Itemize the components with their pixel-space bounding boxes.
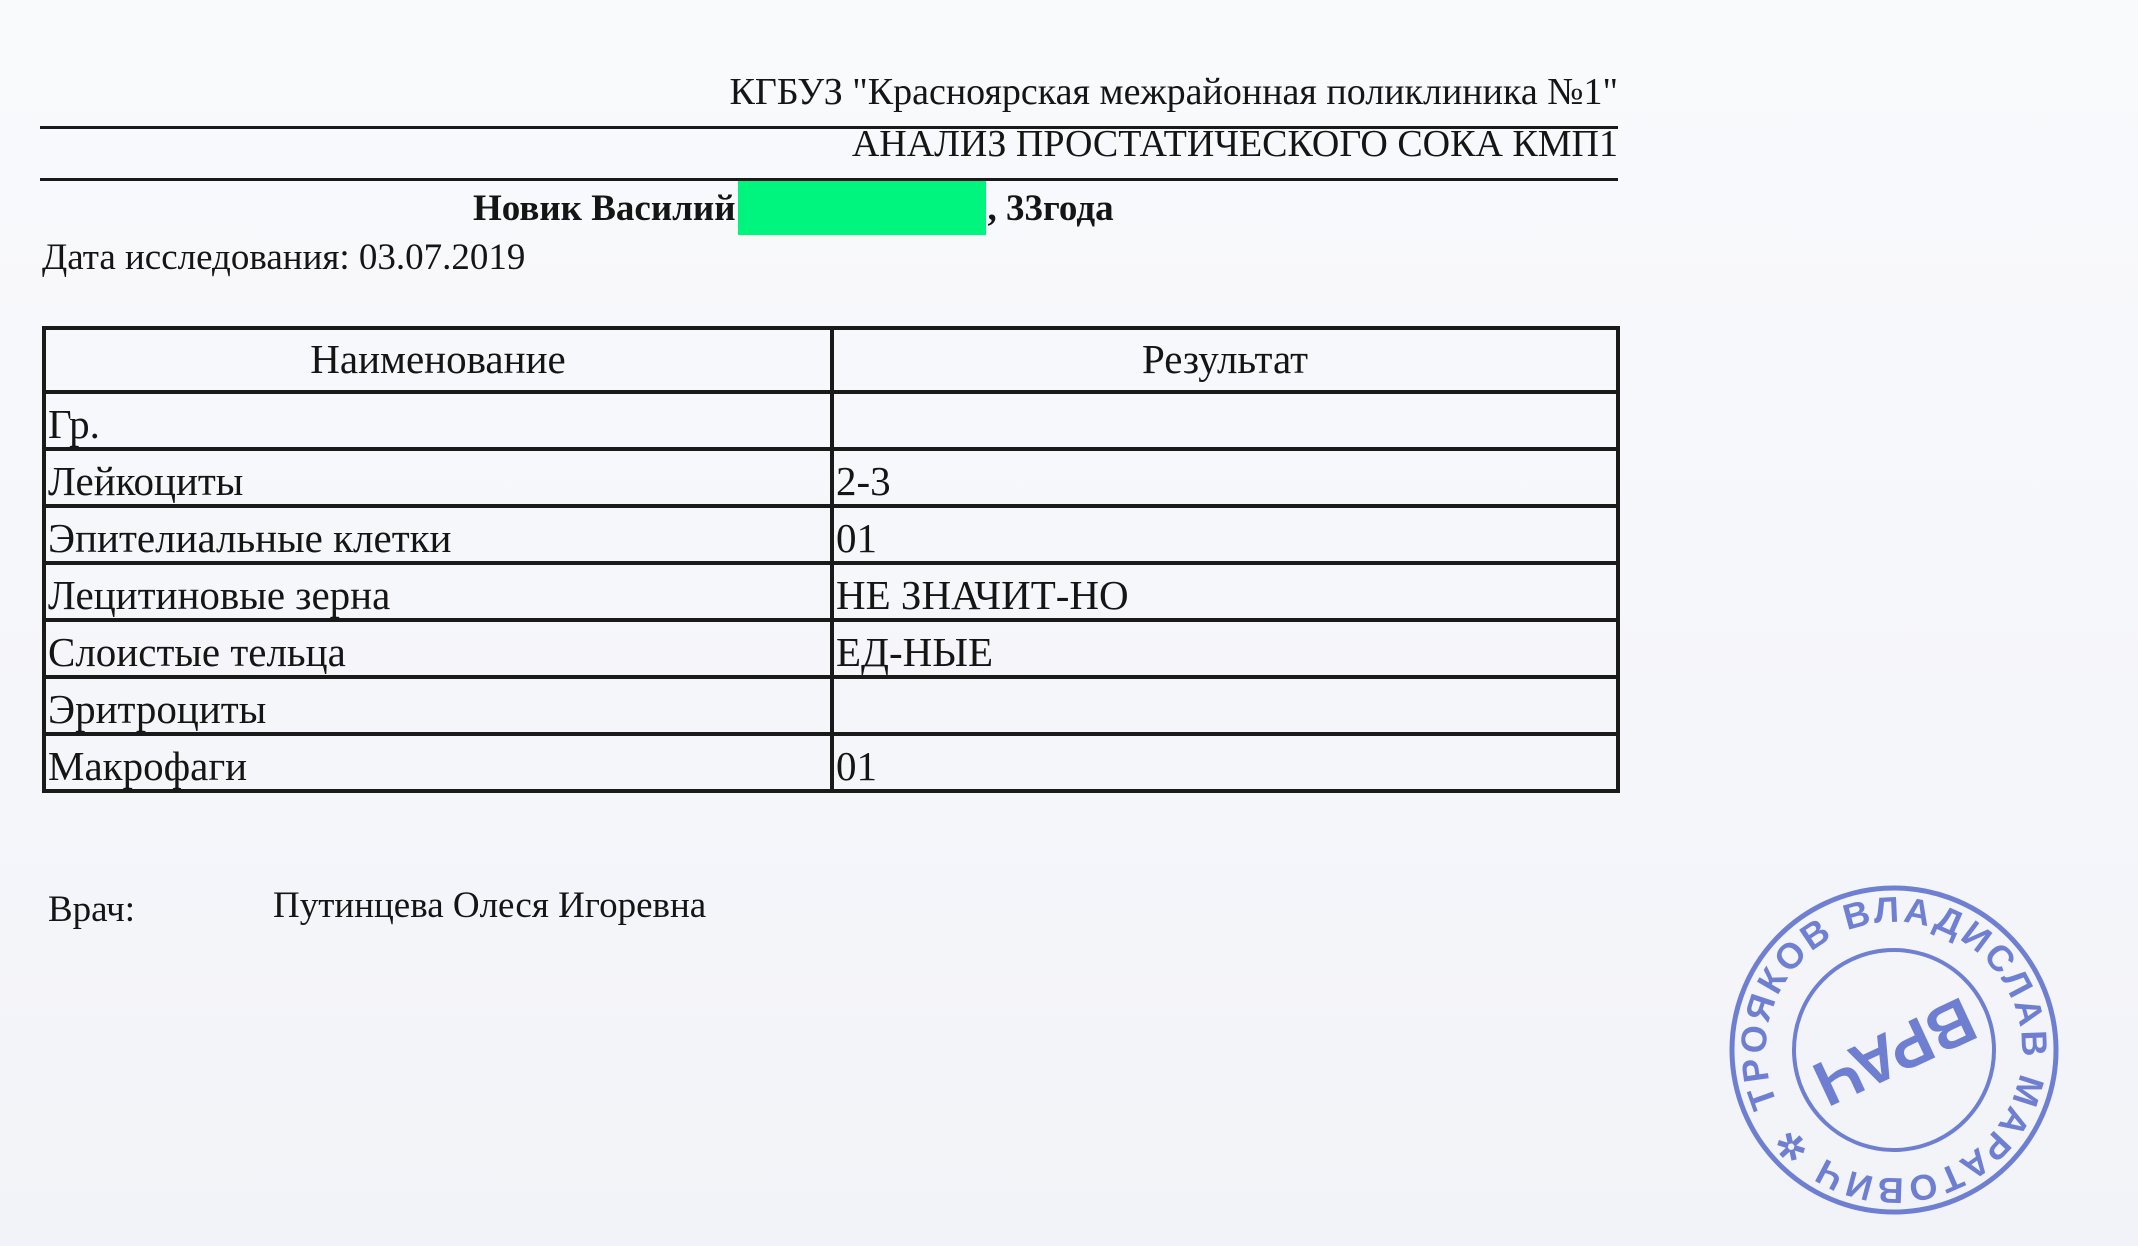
clinic-name: КГБУЗ "Красноярская межрайонная поликлиника №1" bbox=[729, 71, 1618, 113]
row-name: Лецитиновые зерна bbox=[44, 563, 832, 620]
row-name: Эритроциты bbox=[44, 677, 832, 734]
patient-line bbox=[473, 181, 1114, 235]
study-date-value: 03.07.2019 bbox=[358, 237, 526, 278]
row-result bbox=[832, 677, 1618, 734]
row-result: НЕ ЗНАЧИТ-НО bbox=[832, 563, 1618, 620]
row-result bbox=[832, 392, 1618, 449]
stamp-ring-text: ТРОЯКОВ ВЛАДИСЛАВ МАРАТОВИЧ ✲ bbox=[1732, 888, 2056, 1212]
table-row bbox=[44, 563, 1618, 620]
table-header-row bbox=[44, 328, 1618, 392]
row-name: Эпителиальные клетки bbox=[44, 506, 832, 563]
table-row bbox=[44, 677, 1618, 734]
row-result: 01 bbox=[832, 506, 1618, 563]
table-row bbox=[44, 734, 1618, 791]
patient-age: , 33года bbox=[987, 187, 1114, 229]
row-result: 01 bbox=[832, 734, 1618, 791]
row-name: Гр. bbox=[44, 392, 832, 449]
table-row bbox=[44, 392, 1618, 449]
table-row bbox=[44, 506, 1618, 563]
doctor-label: Врач: bbox=[48, 889, 136, 930]
doctor-name: Путинцева Олеся Игоревна bbox=[273, 885, 707, 926]
stamp-center-text: ВРАЧ bbox=[1802, 983, 1987, 1121]
table-row bbox=[44, 620, 1618, 677]
row-name: Макрофаги bbox=[44, 734, 832, 791]
results-table bbox=[42, 326, 1620, 793]
analysis-title: АНАЛИЗ ПРОСТАТИЧЕСКОГО СОКА КМП1 bbox=[851, 123, 1618, 165]
header-name: Наименование bbox=[44, 328, 832, 392]
redaction-block bbox=[738, 181, 986, 235]
patient-name: Новик Василий bbox=[473, 187, 736, 229]
row-result: 2-3 bbox=[832, 449, 1618, 506]
row-name: Лейкоциты bbox=[44, 449, 832, 506]
header-result: Результат bbox=[832, 328, 1618, 392]
study-date-label: Дата исследования: bbox=[42, 237, 350, 278]
row-name: Слоистые тельца bbox=[44, 620, 832, 677]
table-row bbox=[44, 449, 1618, 506]
study-date bbox=[42, 236, 525, 279]
row-result: ЕД-НЫЕ bbox=[832, 620, 1618, 677]
doctor-stamp bbox=[1724, 880, 2064, 1220]
